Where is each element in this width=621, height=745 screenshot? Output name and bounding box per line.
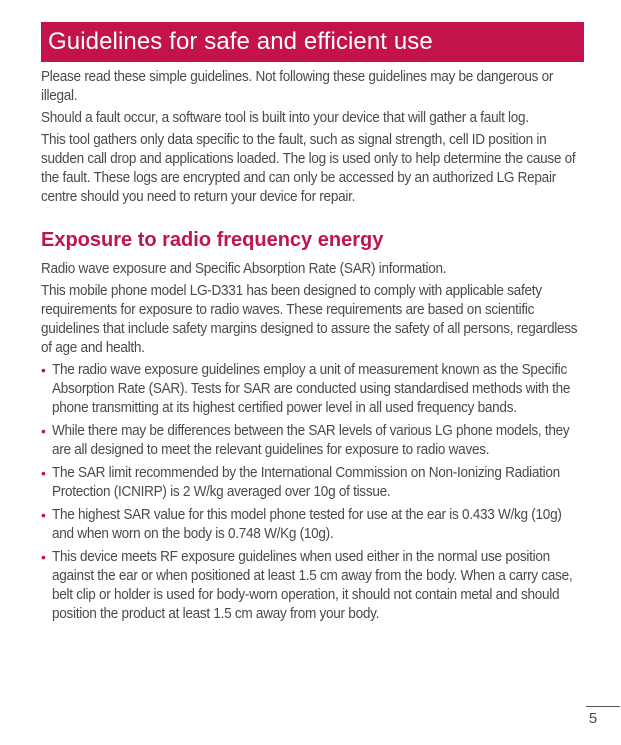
footer-divider bbox=[586, 706, 620, 707]
list-item-text: The highest SAR value for this model phone tested for use at the ear is 0.433 W/kg (10g) and when worn on the body is 0.748 W/Kg (10g). bbox=[52, 507, 562, 542]
list-item bbox=[41, 422, 586, 460]
section-paragraph: Radio wave exposure and Specific Absorption Rate (SAR) information. bbox=[41, 261, 447, 277]
intro-paragraph: Should a fault occur, a software tool is built into your device that will gather a fault log. bbox=[41, 110, 529, 126]
list-item bbox=[41, 361, 586, 418]
bullet-icon: • bbox=[41, 465, 46, 481]
list-item-text: The radio wave exposure guidelines employ a unit of measurement known as the Specific Absorption Rate (SAR). Tests for SAR are conducted using standardised methods with the phone transmitting at its highest certified power level in all used frequency bands. bbox=[52, 362, 571, 416]
list-item-text: While there may be differences between the SAR levels of various LG phone models, they are all designed to meet the relevant guidelines for exposure to radio waves. bbox=[52, 423, 570, 458]
section-paragraph: This mobile phone model LG-D331 has been designed to comply with applicable safety requirements for exposure to radio waves. These requirements are based on scientific guidelines that include safety margins designed to assure the safety of all persons, regardless of age and health. bbox=[41, 283, 578, 356]
list-item-text: This device meets RF exposure guidelines when used either in the normal use position against the ear or when positioned at least 1.5 cm away from the body. When a carry case, belt clip or holder is used for body-worn operation, it should not contain metal and should position the product at least 1.5 cm away from your body. bbox=[52, 549, 573, 622]
bullet-list bbox=[41, 361, 586, 624]
page-title: Guidelines for safe and efficient use bbox=[41, 22, 584, 62]
bullet-icon: • bbox=[41, 507, 46, 523]
section-title: Exposure to radio frequency energy bbox=[41, 229, 384, 251]
intro-paragraph: This tool gathers only data specific to the fault, such as signal strength, cell ID position in sudden call drop and applications loaded. The log is used only to help determine the cause of the fault. These logs are encrypted and can only be accessed by an authorized LG Repair centre should you need to return your device for repair. bbox=[41, 132, 576, 205]
intro-paragraph: Please read these simple guidelines. Not following these guidelines may be dangerous or illegal. bbox=[41, 69, 554, 104]
bullet-icon: • bbox=[41, 362, 46, 378]
list-item bbox=[41, 506, 586, 544]
page-content bbox=[41, 68, 586, 628]
bullet-icon: • bbox=[41, 423, 46, 439]
page-number: 5 bbox=[588, 710, 598, 727]
bullet-icon: • bbox=[41, 549, 46, 565]
list-item-text: The SAR limit recommended by the International Commission on Non-Ionizing Radiation Protection (ICNIRP) is 2 W/kg averaged over 10g of tissue. bbox=[52, 465, 560, 500]
list-item bbox=[41, 464, 586, 502]
list-item bbox=[41, 548, 586, 624]
